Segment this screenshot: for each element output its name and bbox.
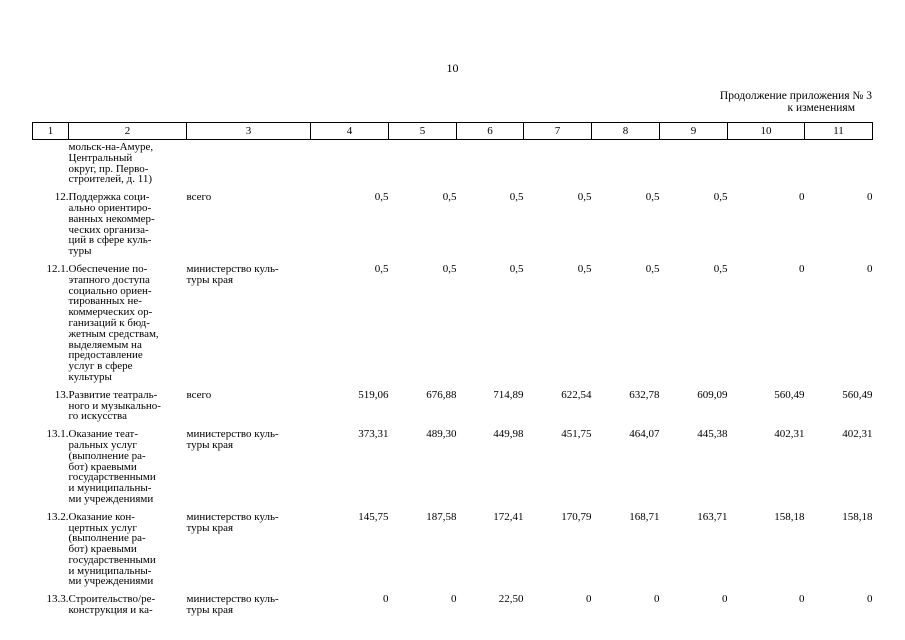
row-number: 13. [54, 388, 69, 401]
row-value-cell: 0,5 [374, 191, 389, 204]
row-number: 13.2. [46, 510, 69, 523]
row-value-cell: 0,5 [645, 262, 660, 275]
row-value-cell: 163,71 [697, 510, 728, 523]
row-value-cell: 560,49 [842, 388, 873, 401]
row-number: 12.1. [46, 262, 69, 275]
row-executor: министерство куль- туры края [186, 262, 279, 286]
row-value-cell: 445,38 [697, 428, 728, 441]
row-value-cell: 0 [383, 593, 389, 606]
row-value-cell: 0,5 [509, 262, 524, 275]
table-row [33, 390, 873, 429]
page-number: 10 [446, 61, 459, 75]
row-executor [187, 140, 311, 193]
row-number: 12. [54, 191, 69, 204]
row-value-cell [389, 140, 457, 193]
row-value-cell: 402,31 [842, 428, 873, 441]
table-row [33, 512, 873, 595]
row-value-cell: 0,5 [713, 191, 728, 204]
row-value-cell: 0,5 [442, 191, 457, 204]
row-value-cell: 145,75 [358, 510, 389, 523]
row-value-cell: 0 [867, 262, 873, 275]
row-value-cell: 676,88 [426, 388, 457, 401]
row-executor: министерство куль- туры края [186, 593, 279, 617]
column-header: 10 [728, 123, 805, 140]
row-value-cell: 609,09 [697, 388, 728, 401]
row-number: 13.3. [46, 593, 69, 606]
row-value-cell: 0,5 [577, 262, 592, 275]
row-value-cell: 158,18 [842, 510, 873, 523]
row-value-cell: 0 [654, 593, 660, 606]
row-value-cell: 632,78 [629, 388, 660, 401]
row-value-cell: 622,54 [561, 388, 592, 401]
row-value-cell: 560,49 [774, 388, 805, 401]
row-number: 13.1. [46, 428, 69, 441]
row-value-cell: 402,31 [774, 428, 805, 441]
table-row [33, 140, 873, 193]
table-row [33, 594, 873, 623]
continuation-line-1: Продолжение приложения № 3 [719, 90, 872, 102]
row-value-cell: 449,98 [493, 428, 524, 441]
row-value-cell: 451,75 [561, 428, 592, 441]
column-header: 7 [524, 123, 592, 140]
row-value-cell: 0,5 [645, 191, 660, 204]
column-header: 6 [457, 123, 524, 140]
row-value-cell [805, 140, 873, 193]
row-value-cell [311, 140, 389, 193]
row-value-cell: 0 [867, 191, 873, 204]
row-activity-name: мольск-на-Амуре, Центральный округ, пр. Перво- строителей, д. 11) [68, 141, 154, 186]
row-value-cell: 373,31 [358, 428, 389, 441]
row-value-cell: 519,06 [358, 388, 389, 401]
column-header: 3 [187, 123, 311, 140]
header-row [33, 123, 873, 140]
column-header: 2 [69, 123, 187, 140]
row-value-cell: 489,30 [426, 428, 457, 441]
row-value-cell: 0 [722, 593, 728, 606]
table-row [33, 192, 873, 264]
row-value-cell: 158,18 [774, 510, 805, 523]
program-funding-table [32, 122, 873, 623]
row-value-cell [592, 140, 660, 193]
row-executor: всего [186, 191, 212, 204]
row-value-cell: 187,58 [426, 510, 457, 523]
row-activity-name: Обеспечение по- этапного доступа социально ориен- тированных не- коммерческих ор- ганизаций к бюд- жетным средствам, выделяемым на предоставление услуг в сфере культуры [68, 262, 159, 383]
row-value-cell [457, 140, 524, 193]
column-header: 9 [660, 123, 728, 140]
continuation-line-2: к изменениям [787, 102, 855, 114]
row-value-cell: 0,5 [442, 262, 457, 275]
row-value-cell: 464,07 [629, 428, 660, 441]
row-value-cell: 0 [451, 593, 457, 606]
row-executor: министерство куль- туры края [186, 510, 279, 534]
column-header: 5 [389, 123, 457, 140]
table-row [33, 264, 873, 390]
row-value-cell: 0 [586, 593, 592, 606]
row-value-cell: 0,5 [713, 262, 728, 275]
row-activity-name: Поддержка соци- ально ориентиро- ванных некоммер- ческих организа- ций в сфере куль- туры [68, 191, 155, 258]
row-executor: всего [186, 388, 212, 401]
appendix-continuation-note [720, 90, 872, 114]
column-header: 4 [311, 123, 389, 140]
row-value-cell: 0,5 [374, 262, 389, 275]
row-value-cell: 0,5 [577, 191, 592, 204]
table-row [33, 429, 873, 512]
row-number [33, 140, 69, 193]
row-value-cell: 170,79 [561, 510, 592, 523]
row-value-cell: 714,89 [493, 388, 524, 401]
row-value-cell: 0 [799, 262, 805, 275]
row-value-cell: 0,5 [509, 191, 524, 204]
row-value-cell: 0 [799, 191, 805, 204]
row-value-cell: 0 [867, 593, 873, 606]
row-value-cell: 168,71 [629, 510, 660, 523]
row-executor: министерство куль- туры края [186, 428, 279, 451]
row-value-cell [660, 140, 728, 193]
row-value-cell: 0 [799, 593, 805, 606]
row-value-cell: 22,50 [498, 593, 524, 606]
row-activity-name: Оказание кон- цертных услуг (выполнение ра- бот) краевыми государственными и муниципальны- ми учреждениями [68, 510, 156, 588]
row-activity-name: Развитие театраль- ного и музыкально- го искусства [68, 388, 161, 423]
row-activity-name: Строительство/ре- конструкция и ка- [68, 593, 156, 617]
row-value-cell [524, 140, 592, 193]
row-activity-name: Оказание теат- ральных услуг (выполнение ра- бот) краевыми государственными и муниципальны- ми учреждениями [68, 428, 156, 505]
row-value-cell: 172,41 [493, 510, 524, 523]
column-header: 11 [805, 123, 873, 140]
column-header: 1 [33, 123, 69, 140]
row-value-cell [728, 140, 805, 193]
column-header: 8 [592, 123, 660, 140]
